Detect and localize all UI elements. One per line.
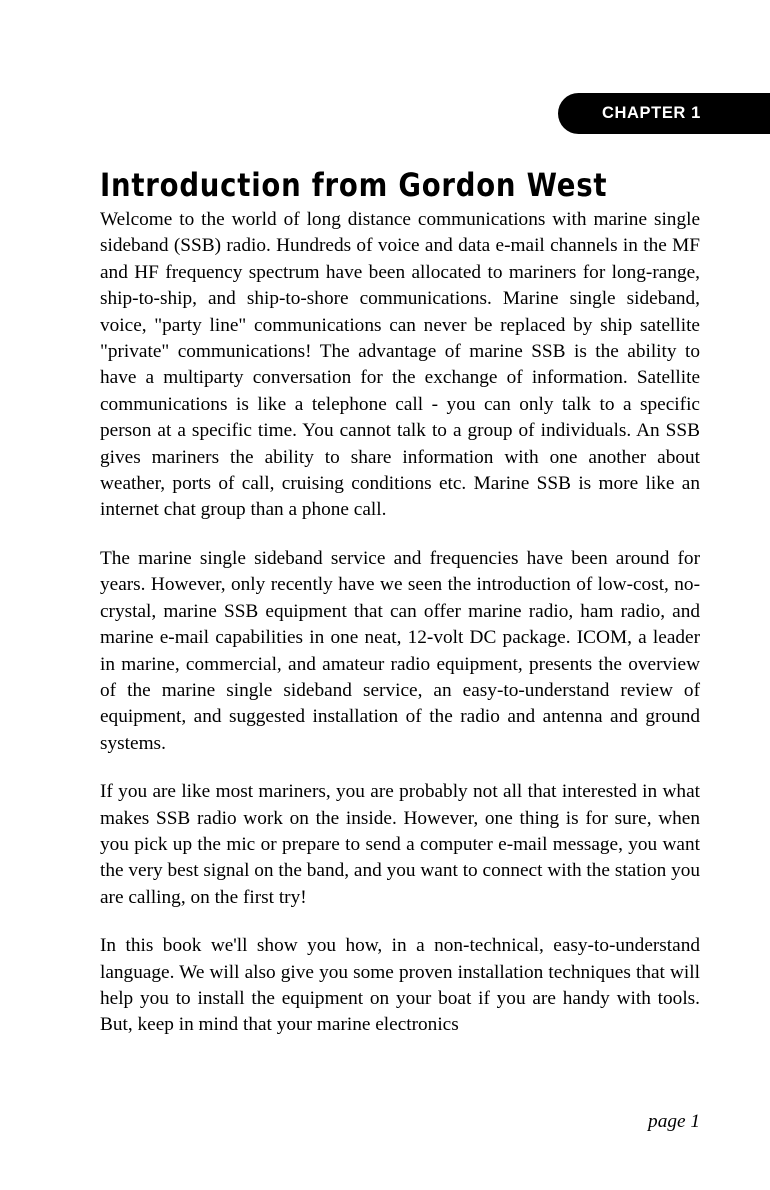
chapter-banner-label: CHAPTER 1 bbox=[602, 104, 701, 123]
body-paragraph: The marine single sideband service and frequencies have been around for years. However, only recently have we seen the introduction of low-cost, no-crystal, marine SSB equipment that can offer marine radio, ham radio, and marine e-mail capabilities in one neat, 12-volt DC package. ICOM, a leader in marine, commercial, and amateur radio equipment, presents the overview of the marine single sideband service, an easy-to-understand review of equipment, and suggested installation of the radio and antenna and ground systems. bbox=[100, 547, 700, 754]
body-paragraph: If you are like most mariners, you are probably not all that interested in what makes SSB radio work on the inside. However, one thing is for sure, when you pick up the mic or prepare to send a computer e-mail message, you want the very best signal on the band, and you want to connect with the station you are calling, on the first try! bbox=[100, 781, 700, 908]
page-footer bbox=[100, 1110, 700, 1134]
body-paragraph: In this book we'll show you how, in a non-technical, easy-to-understand language. We will also give you some proven installation techniques that will help you to install the equipment on your boat if you are handy with tools. But, keep in mind that your marine electronics bbox=[100, 935, 700, 1036]
body-column bbox=[100, 207, 700, 1039]
page-title: Introduction from Gordon West bbox=[100, 166, 608, 205]
body-paragraph: Welcome to the world of long distance communications with marine single sideband (SSB) radio. Hundreds of voice and data e-mail channels in the MF and HF frequency spectrum have been allocated to mariners for long-range, ship-to-ship, and ship-to-shore communications. Marine single sideband, voice, "party line" communications can never be replaced by ship satellite "private" communications! The advantage of marine SSB is the ability to have a multiparty conversation for the exchange of information. Satellite communications is like a telephone call - you can only talk to a specific person at a specific time. You cannot talk to a group of individuals. An SSB gives mariners the ability to share information with one another about weather, ports of call, cruising conditions etc. Marine SSB is more like an internet chat group than a phone call. bbox=[100, 209, 700, 521]
page-number: page 1 bbox=[648, 1111, 700, 1132]
chapter-banner bbox=[558, 93, 770, 134]
